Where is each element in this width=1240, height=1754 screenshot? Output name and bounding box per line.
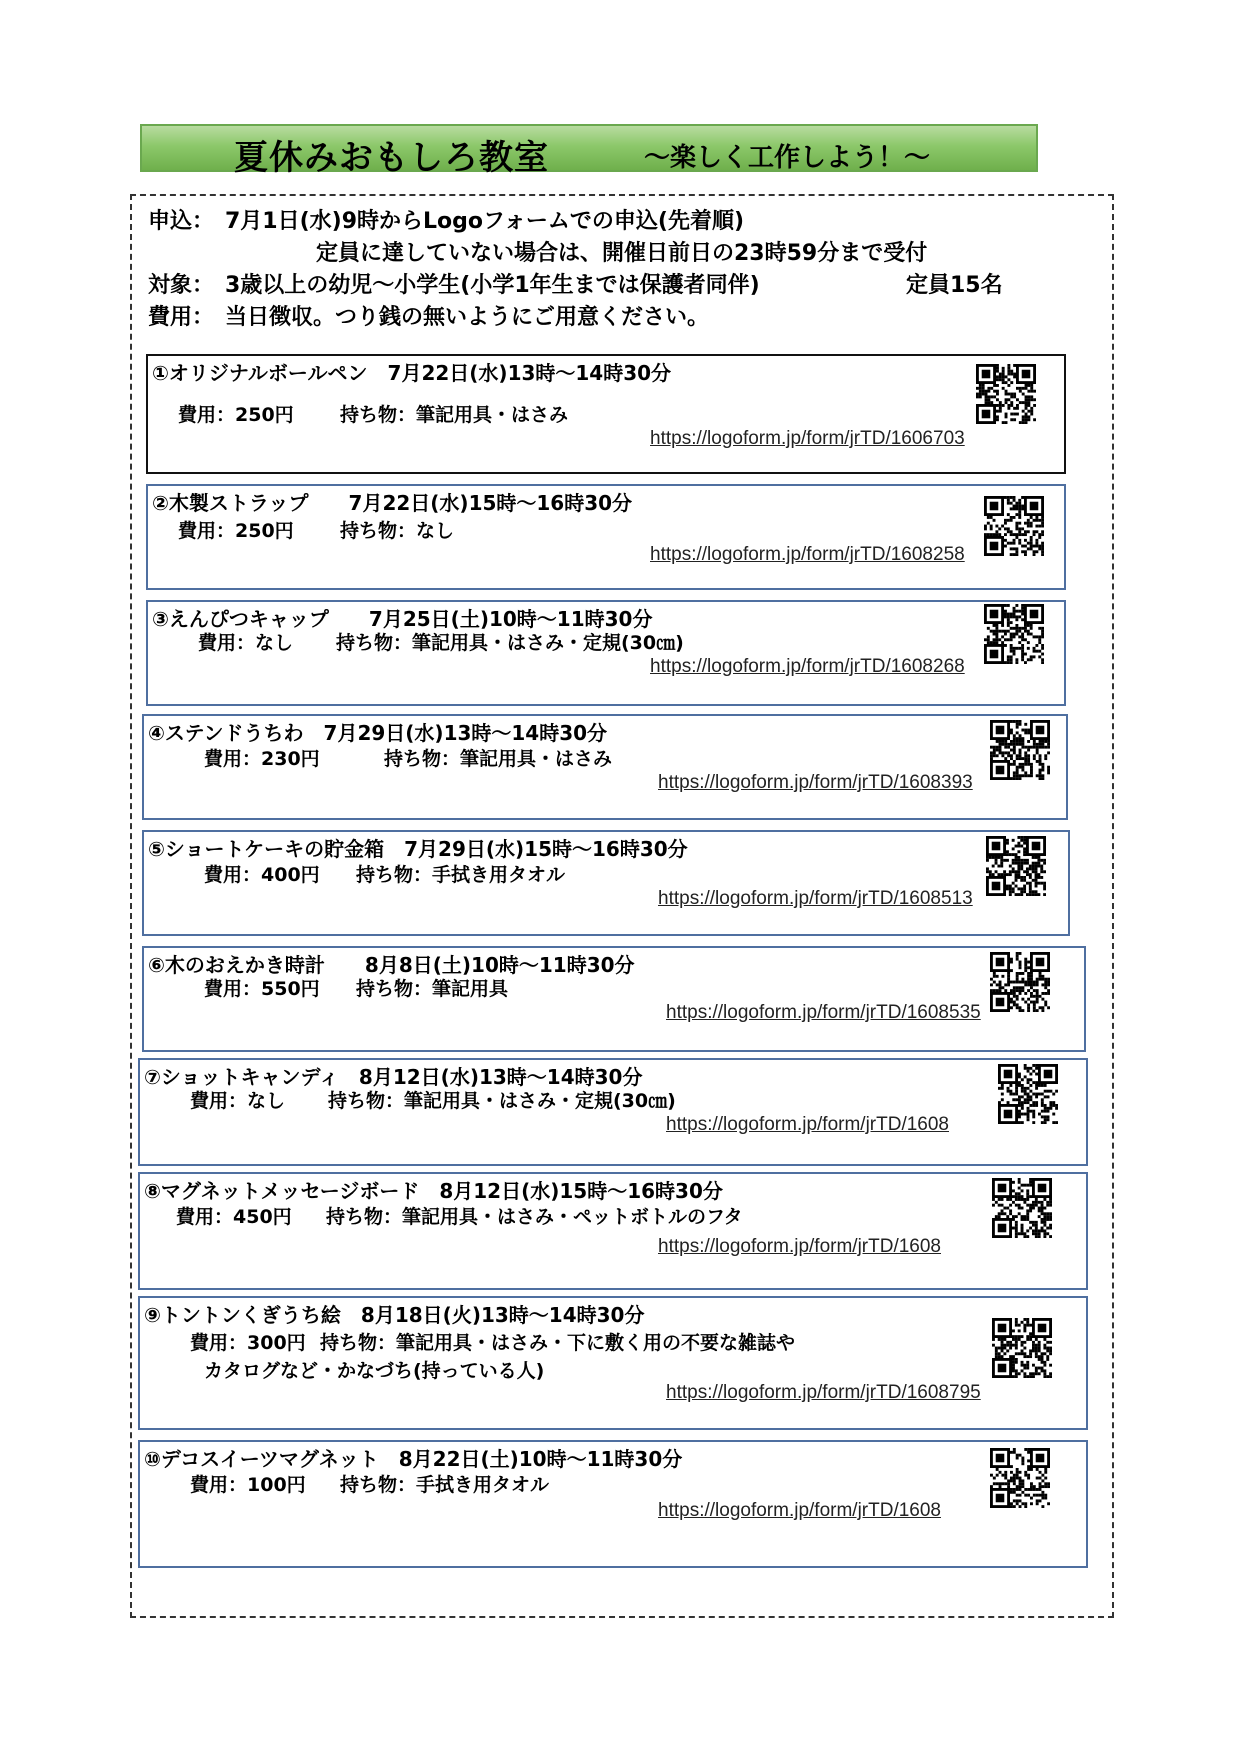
form-link[interactable]: https://logoform.jp/form/jrTD/1608258: [650, 544, 965, 565]
qr-code-icon[interactable]: [984, 496, 1044, 556]
workshop-item-5: [142, 830, 1070, 936]
form-link[interactable]: https://logoform.jp/form/jrTD/1608: [666, 1114, 949, 1135]
item-bring: 持ち物：なし: [340, 520, 455, 542]
item-bring-continued: カタログなど・かなづち(持っている人): [204, 1360, 545, 1382]
item-title: ⑨トントンくぎうち絵 8月18日(火)13時～14時30分: [144, 1303, 645, 1327]
qr-code-icon[interactable]: [992, 1178, 1052, 1238]
qr-code-icon[interactable]: [990, 952, 1050, 1012]
item-title: ⑤ショートケーキの貯金箱 7月29日(水)15時～16時30分: [148, 837, 688, 861]
form-link[interactable]: https://logoform.jp/form/jrTD/1606703: [650, 428, 965, 449]
item-cost: 費用：300円: [190, 1332, 306, 1354]
item-bring: 持ち物：手拭き用タオル: [340, 1474, 550, 1496]
item-title: ②木製ストラップ 7月22日(水)15時～16時30分: [152, 491, 633, 515]
item-title: ⑧マグネットメッセージボード 8月12日(水)15時～16時30分: [144, 1179, 723, 1203]
item-bring: 持ち物：筆記用具・はさみ・下に敷く用の不要な雑誌や: [320, 1332, 796, 1354]
item-bring: 持ち物：手拭き用タオル: [356, 864, 566, 886]
item-title: ①オリジナルボールペン 7月22日(水)13時～14時30分: [152, 361, 672, 385]
item-cost: 費用：100円: [190, 1474, 306, 1496]
workshop-item-1: [146, 354, 1066, 474]
item-cost: 費用：250円: [178, 404, 294, 426]
deadline-info: 定員に達していない場合は、開催日前日の23時59分まで受付: [316, 241, 928, 266]
page-subtitle: ～楽しく工作しよう！～: [644, 143, 931, 173]
item-bring: 持ち物：筆記用具・はさみ・定規(30㎝): [328, 1090, 676, 1112]
item-title: ⑦ショットキャンディ 8月12日(水)13時～14時30分: [144, 1065, 643, 1089]
qr-code-icon[interactable]: [990, 1448, 1050, 1508]
capacity-info: 定員15名: [906, 273, 1003, 298]
title-banner: [140, 124, 1038, 178]
form-link[interactable]: https://logoform.jp/form/jrTD/1608: [658, 1500, 941, 1521]
item-cost: 費用：550円: [204, 978, 320, 1000]
qr-code-icon[interactable]: [992, 1318, 1052, 1378]
workshop-item-9: [138, 1296, 1088, 1430]
item-cost: 費用：なし: [198, 632, 294, 654]
item-title: ④ステンドうちわ 7月29日(水)13時～14時30分: [148, 721, 608, 745]
item-cost: 費用：450円: [176, 1206, 292, 1228]
form-link[interactable]: https://logoform.jp/form/jrTD/1608393: [658, 772, 973, 793]
workshop-item-4: [142, 714, 1068, 820]
item-bring: 持ち物：筆記用具: [356, 978, 509, 1000]
item-bring: 持ち物：筆記用具・はさみ・定規(30㎝): [336, 632, 684, 654]
workshop-item-10: [138, 1440, 1088, 1568]
item-title: ③えんぴつキャップ 7月25日(土)10時～11時30分: [152, 607, 653, 631]
target-info: 対象： 3歳以上の幼児～小学生(小学1年生までは保護者同伴): [148, 273, 760, 298]
form-link[interactable]: https://logoform.jp/form/jrTD/1608535: [666, 1002, 981, 1023]
cost-info: 費用： 当日徴収。つり銭の無いようにご用意ください。: [148, 305, 710, 330]
form-link[interactable]: https://logoform.jp/form/jrTD/1608795: [666, 1382, 981, 1403]
workshop-item-6: [142, 946, 1086, 1052]
item-bring: 持ち物：筆記用具・はさみ: [384, 748, 613, 770]
qr-code-icon[interactable]: [976, 364, 1036, 424]
item-title: ⑥木のおえかき時計 8月8日(土)10時～11時30分: [148, 953, 635, 977]
qr-code-icon[interactable]: [998, 1064, 1058, 1124]
item-bring: 持ち物：筆記用具・はさみ: [340, 404, 569, 426]
form-link[interactable]: https://logoform.jp/form/jrTD/1608268: [650, 656, 965, 677]
application-info: 申込： 7月1日(水)9時からLogoフォームでの申込(先着順): [148, 209, 745, 234]
page-title: 夏休みおもしろ教室: [234, 138, 549, 178]
form-link[interactable]: https://logoform.jp/form/jrTD/1608: [658, 1236, 941, 1257]
item-cost: 費用：250円: [178, 520, 294, 542]
workshop-item-7: [138, 1058, 1088, 1166]
workshop-item-2: [146, 484, 1066, 590]
qr-code-icon[interactable]: [990, 720, 1050, 780]
item-title: ⑩デコスイーツマグネット 8月22日(土)10時～11時30分: [144, 1447, 683, 1471]
item-cost: 費用：230円: [204, 748, 320, 770]
item-bring: 持ち物：筆記用具・はさみ・ペットボトルのフタ: [326, 1206, 743, 1228]
form-link[interactable]: https://logoform.jp/form/jrTD/1608513: [658, 888, 973, 909]
item-cost: 費用：400円: [204, 864, 320, 886]
workshop-item-3: [146, 600, 1066, 706]
item-cost: 費用：なし: [190, 1090, 286, 1112]
qr-code-icon[interactable]: [984, 604, 1044, 664]
qr-code-icon[interactable]: [986, 836, 1046, 896]
workshop-item-8: [138, 1172, 1088, 1290]
